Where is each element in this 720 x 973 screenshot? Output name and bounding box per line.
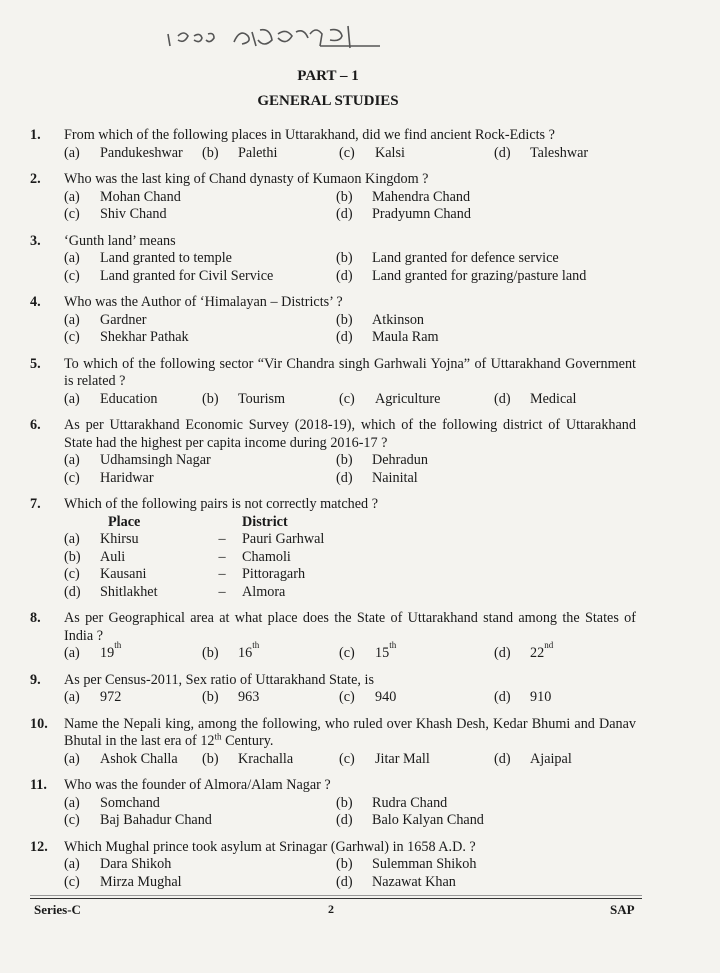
answer-option[interactable]	[64, 312, 336, 330]
option-label: (a)	[64, 531, 80, 547]
superscript: th	[389, 640, 397, 650]
option-text: Land granted for Civil Service	[100, 267, 274, 284]
option-label: (a)	[64, 750, 80, 767]
option-label: (a)	[64, 645, 80, 661]
option-label: (c)	[64, 206, 80, 222]
option-label: (d)	[494, 689, 511, 705]
answer-option[interactable]	[339, 751, 494, 769]
answer-option[interactable]	[339, 640, 494, 663]
option-label: (c)	[339, 390, 355, 407]
option-label: (a)	[64, 390, 80, 407]
handwritten-scribble	[160, 12, 400, 52]
question-list	[26, 127, 636, 891]
superscript: nd	[544, 640, 554, 650]
option-text: Sulemman Shikoh	[372, 856, 477, 872]
option-label: (b)	[64, 548, 81, 565]
option-label: (d)	[336, 469, 353, 486]
answer-option[interactable]	[64, 329, 336, 347]
question-gap	[26, 408, 636, 417]
question-gap	[26, 768, 636, 777]
answer-option[interactable]	[339, 391, 494, 409]
answer-option[interactable]	[64, 391, 202, 409]
question-item	[26, 294, 636, 347]
question-body	[64, 171, 636, 224]
option-label: (c)	[64, 329, 80, 345]
answer-option[interactable]	[202, 689, 339, 707]
match-dash: –	[218, 566, 226, 582]
question-body	[64, 672, 636, 707]
question-text: As per Uttarakhand Economic Survey (2018-19), which of the following district of Uttarakhand State had the highest per capita income during 2016-17 ?	[64, 417, 636, 451]
option-label: (d)	[336, 873, 353, 890]
option-label: (c)	[339, 645, 355, 661]
question-item	[26, 233, 636, 286]
match-dash: –	[218, 583, 226, 600]
option-label: (c)	[64, 566, 80, 582]
option-text: 910	[530, 689, 552, 705]
answer-option[interactable]	[64, 856, 336, 874]
district-name: Almora	[242, 583, 286, 600]
option-label: (d)	[336, 329, 353, 345]
place-name: Shitlakhet	[100, 583, 158, 600]
question-text: Who was the last king of Chand dynasty of Kumaon Kingdom ?	[64, 171, 429, 187]
place-name: Auli	[100, 548, 126, 565]
answer-option[interactable]	[336, 250, 636, 268]
question-number: 9.	[30, 671, 41, 688]
match-header-district: District	[242, 513, 288, 530]
answer-option[interactable]	[64, 689, 202, 707]
part-subtitle: GENERAL STUDIES	[257, 93, 399, 109]
option-text: Mirza Mughal	[100, 873, 182, 890]
question-item	[26, 716, 636, 769]
match-dash: –	[218, 548, 226, 565]
options-grid	[64, 452, 636, 487]
question-number: 6.	[30, 417, 41, 433]
option-label: (a)	[64, 856, 80, 872]
question-body	[64, 496, 636, 601]
answer-option[interactable]	[336, 856, 636, 874]
answer-option[interactable]	[494, 391, 634, 409]
option-label: (d)	[494, 144, 511, 161]
match-dash: –	[218, 531, 226, 547]
option-text: Nazawat Khan	[372, 873, 456, 890]
footer-divider	[30, 895, 642, 896]
answer-option[interactable]	[339, 145, 494, 163]
option-text: 963	[238, 689, 260, 705]
option-label: (a)	[64, 250, 80, 266]
option-label: (b)	[202, 645, 219, 661]
option-text: Education	[100, 390, 158, 407]
page-number: 2	[328, 902, 334, 916]
superscript: th	[214, 731, 222, 742]
answer-option[interactable]	[64, 751, 202, 769]
question-body	[64, 233, 636, 286]
question-text: Who was the Author of ‘Himalayan – Districts’ ?	[64, 294, 343, 310]
question-gap	[26, 347, 636, 356]
option-text: 972	[100, 689, 122, 705]
option-text: Tourism	[238, 390, 286, 407]
answer-option[interactable]	[336, 268, 636, 286]
option-text: 16	[238, 645, 253, 661]
option-text: Palethi	[238, 144, 278, 161]
options-grid	[64, 189, 636, 224]
question-item	[26, 777, 636, 830]
option-label: (c)	[64, 267, 80, 284]
question-item	[26, 672, 636, 707]
question-item	[26, 610, 636, 663]
answer-option[interactable]	[64, 812, 336, 830]
answer-option[interactable]	[64, 189, 336, 207]
option-label: (b)	[202, 144, 219, 161]
match-header-spacer	[202, 514, 242, 532]
paper-code: SAP	[610, 902, 635, 917]
option-text: Haridwar	[100, 469, 154, 486]
option-label: (d)	[336, 206, 353, 222]
option-label: (a)	[64, 689, 80, 705]
question-number: 5.	[30, 355, 41, 372]
match-table	[64, 514, 636, 602]
question-gap	[26, 285, 636, 294]
question-number: 7.	[30, 496, 41, 512]
question-text: Who was the founder of Almora/Alam Nagar ?	[64, 777, 331, 793]
answer-option[interactable]	[64, 874, 336, 892]
options-grid	[64, 145, 636, 163]
answer-option[interactable]	[336, 874, 636, 892]
question-item	[26, 496, 636, 601]
question-text: As per Census-2011, Sex ratio of Uttarakhand State, is	[64, 671, 374, 688]
question-gap	[26, 830, 636, 839]
question-gap	[26, 601, 636, 610]
option-label: (a)	[64, 144, 80, 161]
district-name: Pittoragarh	[242, 566, 306, 582]
option-text: Krachalla	[238, 750, 294, 767]
option-label: (b)	[336, 794, 353, 811]
answer-option[interactable]	[336, 452, 636, 470]
part-title: PART – 1	[297, 68, 359, 84]
option-label: (a)	[64, 794, 80, 811]
option-text: Nainital	[372, 469, 418, 486]
match-place[interactable]	[64, 584, 202, 602]
question-body	[64, 417, 636, 487]
option-text: Atkinson	[372, 311, 425, 328]
option-text: Mohan Chand	[100, 188, 181, 205]
question-gap	[26, 707, 636, 716]
options-grid	[64, 640, 636, 663]
option-label: (a)	[64, 188, 80, 205]
option-text: 22	[530, 645, 545, 661]
option-text: Balo Kalyan Chand	[372, 812, 484, 828]
question-number: 8.	[30, 610, 41, 626]
option-label: (b)	[202, 390, 219, 407]
question-body	[64, 716, 636, 769]
question-number: 2.	[30, 171, 41, 187]
option-text: Baj Bahadur Chand	[100, 812, 212, 828]
question-number: 1.	[30, 127, 41, 143]
answer-option[interactable]	[64, 145, 202, 163]
answer-option[interactable]	[336, 470, 636, 488]
question-body	[64, 839, 636, 892]
question-text-part: Century.	[221, 733, 274, 749]
answer-option[interactable]	[64, 795, 336, 813]
series-label: Series-C	[34, 902, 81, 917]
option-label: (d)	[336, 812, 353, 828]
option-text: Taleshwar	[530, 144, 589, 161]
question-body	[64, 356, 636, 409]
question-body	[64, 777, 636, 830]
option-label: (b)	[336, 188, 353, 205]
question-text: To which of the following sector “Vir Chandra singh Garhwali Yojna” of Uttarakhand Government is related ?	[64, 355, 636, 389]
footer-divider	[30, 898, 642, 899]
option-text: Medical	[530, 390, 577, 407]
answer-option[interactable]	[64, 250, 336, 268]
option-text: Rudra Chand	[372, 794, 448, 811]
question-text: As per Geographical area at what place does the State of Uttarakhand stand among the States of India ?	[64, 610, 636, 644]
district-name: Pauri Garhwal	[242, 531, 325, 547]
option-label: (c)	[339, 689, 355, 705]
option-text: Shiv Chand	[100, 206, 167, 222]
match-place[interactable]	[64, 549, 202, 567]
question-body	[64, 610, 636, 663]
question-text-part: Name the Nepali king, among the following, who ruled over Khash Desh, Kedar Bhumi and Danav Bhutal in the last era of 12	[64, 715, 636, 749]
option-text: Ajaipal	[530, 750, 572, 767]
answer-option[interactable]	[339, 689, 494, 707]
question-item	[26, 356, 636, 409]
option-text: 15	[375, 645, 390, 661]
question-text: Which of the following pairs is not correctly matched ?	[64, 496, 378, 512]
option-text: Somchand	[100, 794, 160, 811]
question-body	[64, 294, 636, 347]
option-label: (d)	[494, 645, 511, 661]
question-gap	[26, 487, 636, 496]
question-number: 3.	[30, 232, 41, 249]
question-text: ‘Gunth land’ means	[64, 232, 176, 249]
question-gap	[26, 663, 636, 672]
option-text: Udhamsingh Nagar	[100, 452, 211, 468]
option-text: Maula Ram	[372, 329, 439, 345]
option-text: Pandukeshwar	[100, 144, 183, 161]
answer-option[interactable]	[64, 452, 336, 470]
question-number: 12.	[30, 838, 48, 855]
answer-option[interactable]	[494, 145, 634, 163]
question-text	[64, 716, 636, 751]
option-text: Dara Shikoh	[100, 856, 172, 872]
option-text: Shekhar Pathak	[100, 329, 189, 345]
option-text: 940	[375, 689, 397, 705]
options-grid	[64, 795, 636, 830]
option-text: Land granted to temple	[100, 250, 232, 266]
answer-option[interactable]	[494, 640, 634, 663]
option-text: Ashok Challa	[100, 750, 178, 767]
place-name: Kausani	[100, 566, 147, 582]
option-label: (c)	[339, 144, 355, 161]
options-grid	[64, 312, 636, 347]
match-place[interactable]	[64, 566, 202, 584]
option-label: (a)	[64, 452, 80, 468]
question-body	[64, 127, 636, 162]
question-item	[26, 839, 636, 892]
option-label: (b)	[336, 311, 353, 328]
question-number: 10.	[30, 715, 48, 732]
option-label: (c)	[339, 750, 355, 767]
option-text: Land granted for grazing/pasture land	[372, 267, 587, 284]
option-text: Land granted for defence service	[372, 250, 559, 266]
answer-option[interactable]	[64, 640, 202, 663]
options-grid	[64, 689, 636, 707]
question-item	[26, 171, 636, 224]
option-text: Gardner	[100, 311, 147, 328]
question-gap	[26, 224, 636, 233]
option-text: Dehradun	[372, 452, 428, 468]
question-text: From which of the following places in Uttarakhand, did we find ancient Rock-Edicts ?	[64, 127, 555, 143]
option-label: (b)	[202, 750, 219, 767]
option-label: (b)	[202, 689, 219, 705]
answer-option[interactable]	[494, 689, 634, 707]
option-label: (b)	[336, 452, 353, 468]
option-label: (a)	[64, 311, 80, 328]
options-grid	[64, 391, 636, 409]
answer-option[interactable]	[202, 640, 339, 663]
option-text: Jitar Mall	[375, 750, 430, 767]
answer-option[interactable]	[64, 470, 336, 488]
answer-option[interactable]	[336, 206, 636, 224]
district-name: Chamoli	[242, 548, 291, 565]
option-text: 19	[100, 645, 115, 661]
options-grid	[64, 856, 636, 891]
question-gap	[26, 162, 636, 171]
answer-option[interactable]	[202, 145, 339, 163]
answer-option[interactable]	[64, 268, 336, 286]
option-label: (d)	[494, 750, 511, 767]
match-place[interactable]	[64, 531, 202, 549]
option-label: (b)	[336, 250, 353, 266]
option-label: (d)	[336, 267, 353, 284]
option-text: Pradyumn Chand	[372, 206, 471, 222]
option-label: (c)	[64, 812, 80, 828]
answer-option[interactable]	[336, 329, 636, 347]
question-text: Which Mughal prince took asylum at Srinagar (Garhwal) in 1658 A.D. ?	[64, 838, 476, 855]
question-number: 11.	[30, 777, 47, 793]
option-label: (c)	[64, 873, 80, 890]
question-number: 4.	[30, 294, 41, 310]
match-header-place: Place	[108, 513, 141, 530]
option-label: (d)	[494, 390, 511, 407]
option-label: (d)	[64, 583, 81, 600]
answer-option[interactable]	[336, 189, 636, 207]
place-name: Khirsu	[100, 531, 139, 547]
options-grid	[64, 751, 636, 769]
options-grid	[64, 250, 636, 285]
option-label: (b)	[336, 856, 353, 872]
answer-option[interactable]	[336, 812, 636, 830]
option-label: (c)	[64, 469, 80, 486]
superscript: th	[114, 640, 122, 650]
answer-option[interactable]	[202, 391, 339, 409]
answer-option[interactable]	[202, 751, 339, 769]
answer-option[interactable]	[494, 751, 634, 769]
option-text: Kalsi	[375, 144, 405, 161]
option-text: Mahendra Chand	[372, 188, 471, 205]
superscript: th	[252, 640, 260, 650]
answer-option[interactable]	[64, 206, 336, 224]
question-item	[26, 417, 636, 487]
answer-option[interactable]	[336, 312, 636, 330]
question-item	[26, 127, 636, 162]
answer-option[interactable]	[336, 795, 636, 813]
option-text: Agriculture	[375, 390, 441, 407]
